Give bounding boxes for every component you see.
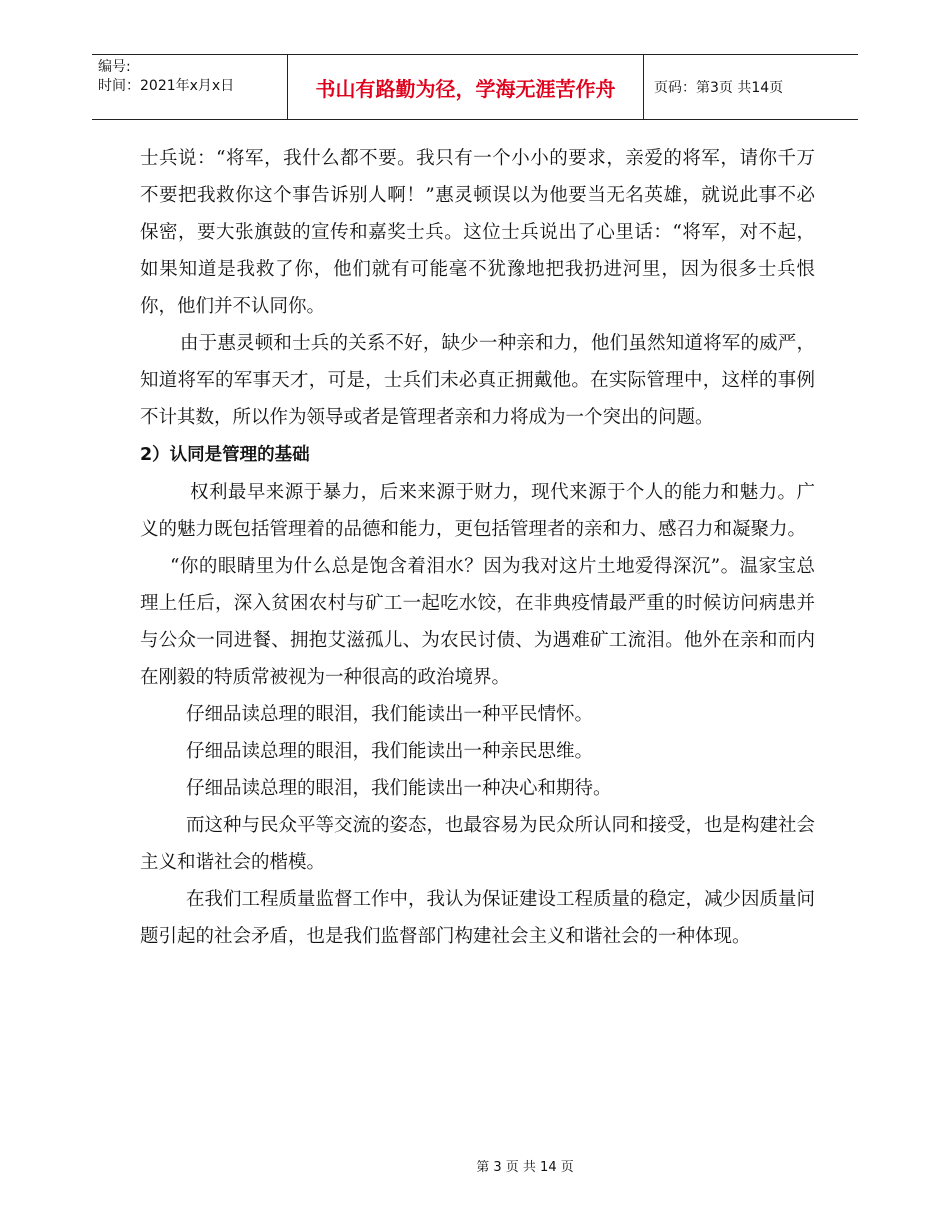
body-paragraph: 由于惠灵顿和士兵的关系不好，缺少一种亲和力，他们虽然知道将军的威严，知道将军的军事天才，可是，士兵们未必真正拥戴他。在实际管理中，这样的事例不计其数，所以作为领导或者是管理者亲和力将成为一个突出的问题。 <box>140 333 815 428</box>
body-paragraph: 仔细品读总理的眼泪，我们能读出一种亲民思维。 <box>186 741 594 762</box>
page-footer <box>0 1156 950 1175</box>
header-meta <box>92 55 287 119</box>
footer-page-number: 第 3 页 共 14 页 <box>476 1160 574 1175</box>
header-page-info: 页码：第3页 共14页 <box>654 80 784 96</box>
body-paragraph: 权利最早来源于暴力，后来来源于财力，现代来源于个人的能力和魅力。广义的魅力既包括管理着的品德和能力，更包括管理者的亲和力、感召力和凝聚力。 <box>140 482 815 540</box>
page-header <box>92 54 858 120</box>
document-body <box>140 140 815 955</box>
header-motto: 书山有路勤为径，学海无涯苦作舟 <box>287 55 644 119</box>
body-paragraph: “你的眼睛里为什么总是饱含着泪水？因为我对这片土地爱得深沉”。温家宝总理上任后，深入贫困农村与矿工一起吃水饺，在非典疫情最严重的时候访问病患并与公众一同进餐、拥抱艾滋孤儿、为农民讨债、为遇难矿工流泪。他外在亲和而内在刚毅的特质常被视为一种很高的政治境界。 <box>140 556 815 688</box>
section-heading: 2）认同是管理的基础 <box>140 445 310 465</box>
body-paragraph: 仔细品读总理的眼泪，我们能读出一种平民情怀。 <box>186 704 594 725</box>
body-paragraph: 仔细品读总理的眼泪，我们能读出一种决心和期待。 <box>186 778 612 799</box>
body-paragraph: 而这种与民众平等交流的姿态，也最容易为民众所认同和接受，也是构建社会主义和谐社会的楷模。 <box>140 815 816 873</box>
document-time: 时间：2021年x月x日 <box>98 78 235 94</box>
document-number-label: 编号: <box>98 59 131 75</box>
body-paragraph: 士兵说：“将军，我什么都不要。我只有一个小小的要求，亲爱的将军，请你千万不要把我救你这个事告诉别人啊！”惠灵顿误以为他要当无名英雄，就说此事不必保密，要大张旗鼓的宣传和嘉奖士兵。这位士兵说出了心里话：“将军，对不起，如果知道是我救了你，他们就有可能毫不犹豫地把我扔进河里，因为很多士兵恨你，他们并不认同你。 <box>140 148 815 317</box>
body-paragraph: 在我们工程质量监督工作中，我认为保证建设工程质量的稳定，减少因质量问题引起的社会矛盾，也是我们监督部门构建社会主义和谐社会的一种体现。 <box>140 889 816 947</box>
